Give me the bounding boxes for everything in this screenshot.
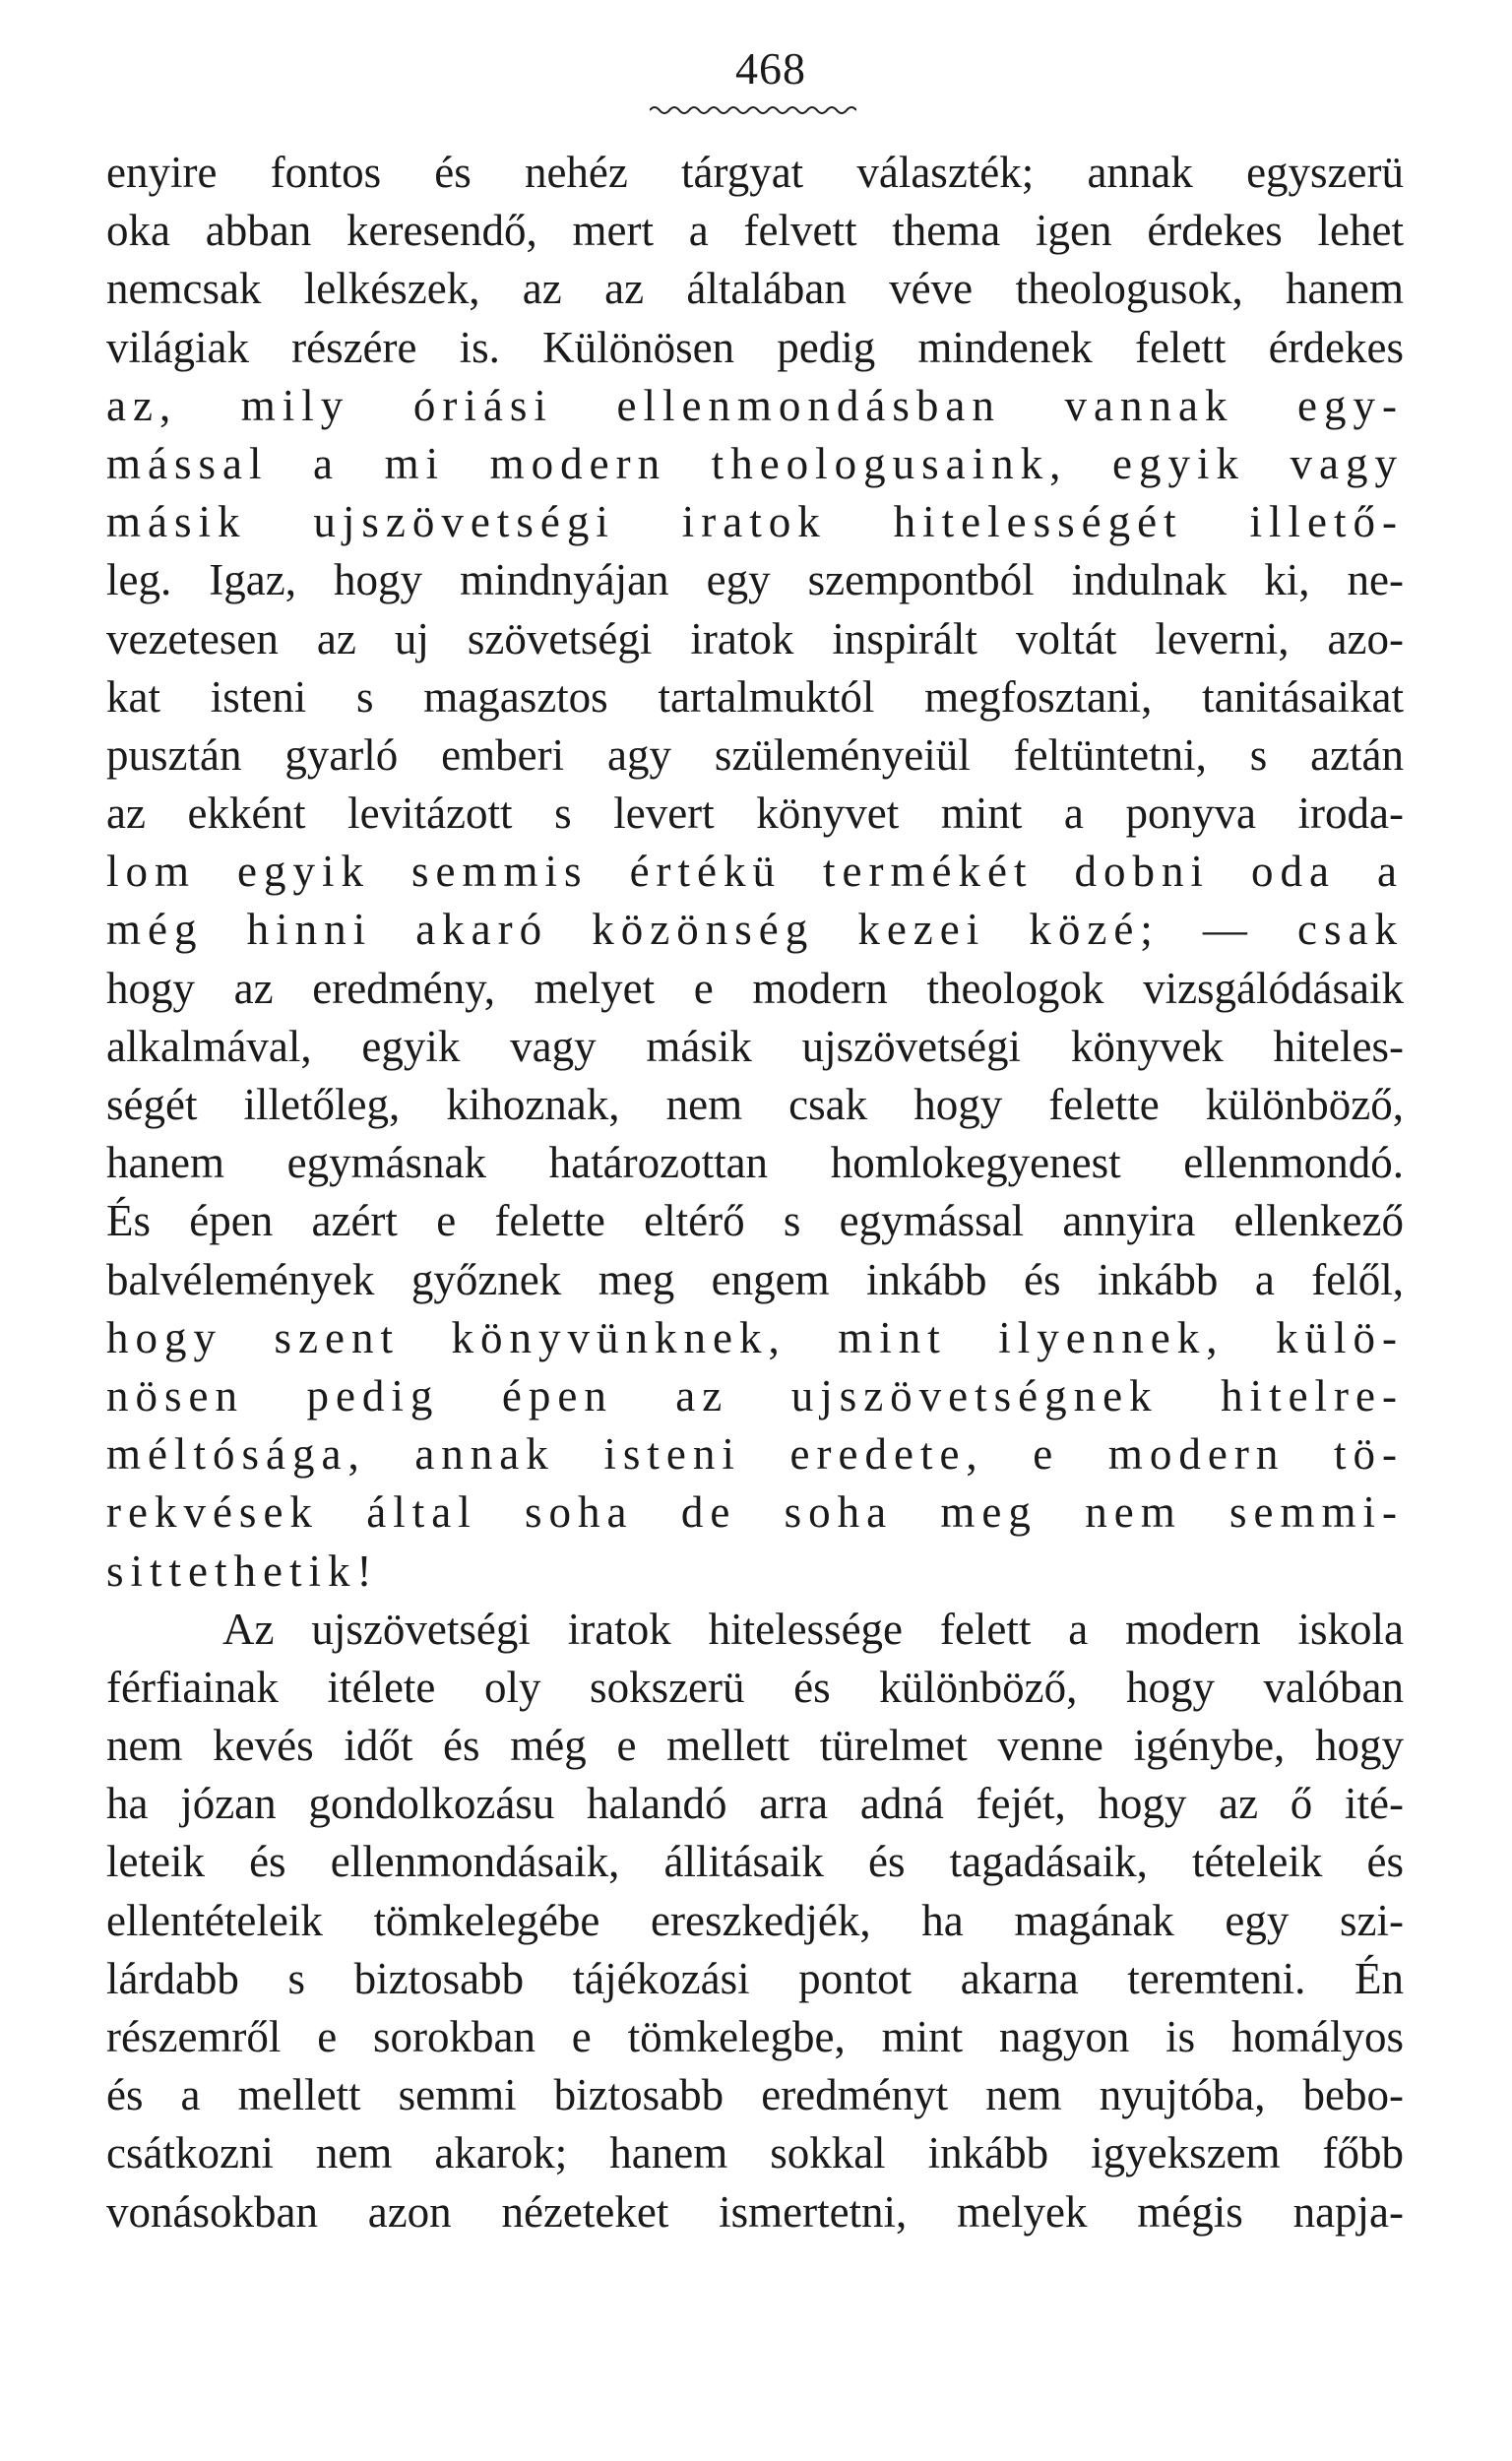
text-line: balvélemények győznek meg engem inkább és inkább a felől,	[106, 1254, 1404, 1304]
text-line: ha józan gondolkozásu halandó arra adná fejét, hogy az ő ité-	[106, 1779, 1404, 1829]
body-text	[106, 144, 1404, 2241]
text-line: ségét illetőleg, kihoznak, nem csak hogy felette különböző,	[106, 1080, 1404, 1129]
text-line: még hinni akaró közönség kezei közé; — csak	[106, 905, 1404, 955]
text-line: és a mellett semmi biztosabb eredményt nem nyujtóba, bebo-	[106, 2070, 1404, 2120]
text-line: nemcsak lelkészek, az az általában véve theologusok, hanem	[106, 264, 1404, 314]
text-line: leteik és ellenmondásaik, állitásaik és tagadásaik, tételeik és	[106, 1837, 1404, 1887]
text-line: lom egyik semmis értékü termékét dobni oda a	[106, 847, 1404, 897]
text-line: enyire fontos és nehéz tárgyat választék; annak egyszerü	[106, 148, 1404, 197]
text-line: csátkozni nem akarok; hanem sokkal inkább igyekszem főbb	[106, 2128, 1404, 2178]
text-line: pusztán gyarló emberi agy szüleményeiül feltüntetni, s aztán	[106, 729, 1404, 780]
text-line: ellentételeik tömkelegébe ereszkedjék, ha magának egy szi-	[106, 1895, 1404, 1945]
text-line: az, mily óriási ellenmondásban vannak egy-	[106, 380, 1404, 430]
text-line: Az ujszövetségi iratok hitelessége felett a modern iskola	[222, 1604, 1404, 1654]
text-line: hogy szent könyvünknek, mint ilyennek, külö-	[106, 1312, 1404, 1362]
text-line: hogy az eredmény, melyet e modern theologok vizsgálódásaik	[106, 963, 1404, 1013]
text-line: hanem egymásnak határozottan homlokegyenest ellenmondó.	[106, 1138, 1404, 1188]
text-line: mással a mi modern theologusaink, egyik vagy	[106, 438, 1404, 488]
text-line: az ekként levitázott s levert könyvet mint a ponyva iroda-	[106, 789, 1404, 839]
wavy-ornament	[650, 102, 856, 118]
text-line: leg. Igaz, hogy mindnyájan egy szempontból indulnak ki, ne-	[106, 555, 1404, 605]
text-line: rekvések által soha de soha meg nem semmi-	[106, 1487, 1404, 1538]
text-line: másik ujszövetségi iratok hitelességét illető-	[106, 497, 1404, 547]
text-line: oka abban keresendő, mert a felvett thema igen érdekes lehet	[106, 206, 1404, 256]
text-line: nem kevés időt és még e mellett türelmet venne igénybe, hogy	[106, 1721, 1404, 1771]
page-number: 468	[735, 43, 806, 94]
text-line: És épen azért e felette eltérő s egymással annyira ellenkező	[106, 1196, 1404, 1246]
text-line: vonásokban azon nézeteket ismertetni, melyek mégis napja-	[106, 2186, 1404, 2237]
text-line: világiak részére is. Különösen pedig mindenek felett érdekes	[106, 322, 1404, 372]
text-line: vezetesen az uj szövetségi iratok inspirált voltát leverni, azo-	[106, 613, 1404, 663]
text-line: kat isteni s magasztos tartalmuktól megfosztani, tanitásaikat	[106, 671, 1404, 722]
text-line: sittethetik!	[106, 1546, 379, 1596]
text-line: részemről e sorokban e tömkelegbe, mint nagyon is homályos	[106, 2012, 1404, 2061]
text-line: alkalmával, egyik vagy másik ujszövetségi könyvek hiteles-	[106, 1021, 1404, 1071]
text-line: férfiainak itélete oly sokszerü és különböző, hogy valóban	[106, 1662, 1404, 1712]
text-line: lárdabb s biztosabb tájékozási pontot akarna teremteni. Én	[106, 1953, 1404, 2003]
text-line: méltósága, annak isteni eredete, e modern tö-	[106, 1429, 1404, 1480]
text-line: nösen pedig épen az ujszövetségnek hitelre-	[106, 1370, 1404, 1420]
